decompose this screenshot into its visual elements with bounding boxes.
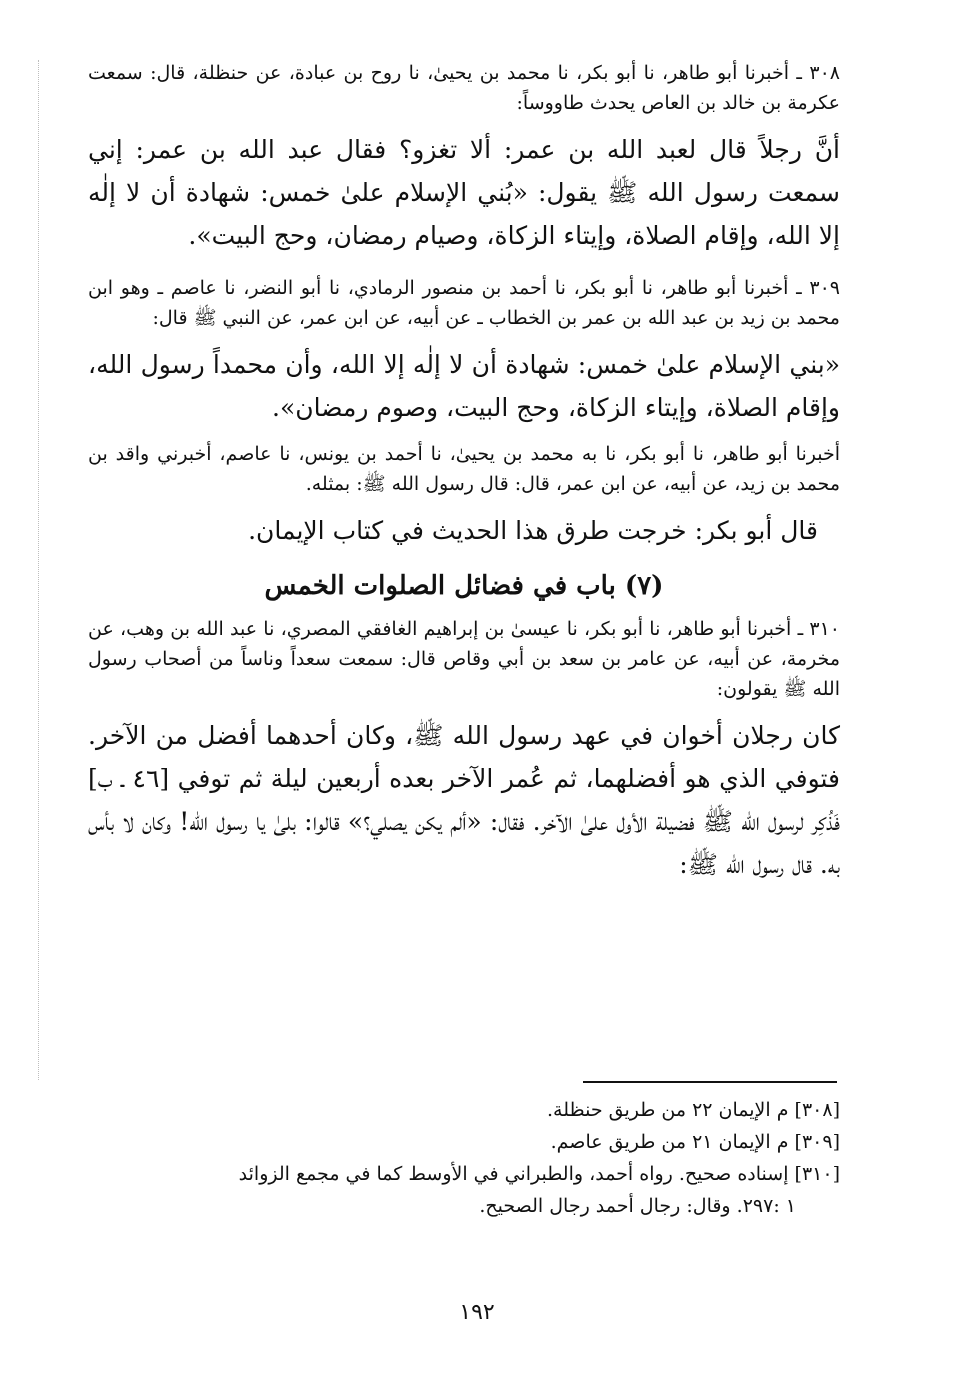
footnote-ref: [٣١٠] xyxy=(794,1163,840,1185)
comment-abu-bakr: قال أبو بكر: خرجت طرق هذا الحديث في كتاب الإيمان. xyxy=(248,516,818,545)
scan-margin-marks xyxy=(38,60,41,1080)
footnote-separator xyxy=(583,1081,837,1083)
isnad-310: ٣١٠ ـ أخبرنا أبو طاهر، نا أبو بكر، نا عيسىٰ بن إبراهيم الغافقي المصري، نا عبد الله بن وهب، عن مخرمة، عن أبيه، عن عامر بن سعد بن أبي وقاص قال: سمعت سعداً وناساً من أصحاب رسول الله ﷺ يقولون: xyxy=(88,618,840,700)
chapter-heading: (٧) باب في فضائل الصلوات الخمس xyxy=(264,571,664,601)
isnad-309-alt: أخبرنا أبو طاهر، نا أبو بكر، نا به محمد بن يحيىٰ، نا أحمد بن يونس، نا عاصم، أخبرني واقد بن محمد بن زيد، عن أبيه، عن ابن عمر، قال: قال رسول الله ﷺ: بمثله. xyxy=(88,443,840,495)
isnad-308: ٣٠٨ ـ أخبرنا أبو طاهر، نا أبو بكر، نا محمد بن يحيىٰ، نا روح بن عبادة، عن حنظلة، قال: سمعت عكرمة بن خالد بن العاص يحدث طاووساً: xyxy=(88,62,840,114)
footnote-ref: [٣٠٩] xyxy=(794,1131,840,1153)
footnote-310-continuation: ١ :٢٩٧. وقال: رجال أحمد رجال الصحيح. xyxy=(479,1195,796,1217)
matn-309: «بني الإسلام علىٰ خمس: شهادة أن لا إلٰه إلا الله، وأن محمداً رسول الله، وإقام الصلاة، وإيتاء الزكاة، وحج البيت، وصوم رمضان». xyxy=(88,350,840,422)
isnad-309: ٣٠٩ ـ أخبرنا أبو طاهر، نا أبو بكر، نا أحمد بن منصور الرمادي، نا أبو النضر، نا عاصم ـ وهو ابن محمد بن زيد بن عبد الله بن عمر بن الخطاب ـ عن أبيه، عن ابن عمر، عن النبي ﷺ قال: xyxy=(88,277,840,329)
footnote-ref: [٣٠٨] xyxy=(794,1099,840,1121)
footnote-310 xyxy=(88,1158,840,1190)
footnote-text: م الإيمان ٢٢ من طريق حنظلة. xyxy=(546,1099,789,1121)
footnote-text: إسناده صحيح. رواه أحمد، والطبراني في الأوسط كما في مجمع الزوائد xyxy=(238,1163,789,1185)
page-body xyxy=(88,58,840,886)
footnote-309 xyxy=(88,1126,840,1158)
page-number: ١٩٢ xyxy=(459,1300,495,1325)
footnotes xyxy=(88,1094,840,1222)
footnote-308 xyxy=(88,1094,840,1126)
footnote-text: م الإيمان ٢١ من طريق عاصم. xyxy=(550,1131,789,1153)
matn-310: كان رجلان أخوان في عهد رسول الله ﷺ، وكان أحدهما أفضل من الآخر. فتوفي الذي هو أفضلهما، ثم عُمر الآخر بعده أربعين ليلة ثم توفي [٤٦ ـ ب] فَذُكِر لرسول الله ﷺ فضيلة الأول علىٰ الآخر. فقال: «ألم يكن يصلي؟» قالوا: بلىٰ يا رسول الله! وكان لا بأس به. قال رسول الله ﷺ: xyxy=(88,721,840,879)
matn-308: أنَّ رجلاً قال لعبد الله بن عمر: ألا تغزو؟ فقال عبد الله بن عمر: إني سمعت رسول الله ﷺ يقول: «بُني الإسلام علىٰ خمس: شهادة أن لا إلٰه إلا الله، وإقام الصلاة، وإيتاء الزكاة، وصيام رمضان، وحج البيت». xyxy=(88,135,840,250)
